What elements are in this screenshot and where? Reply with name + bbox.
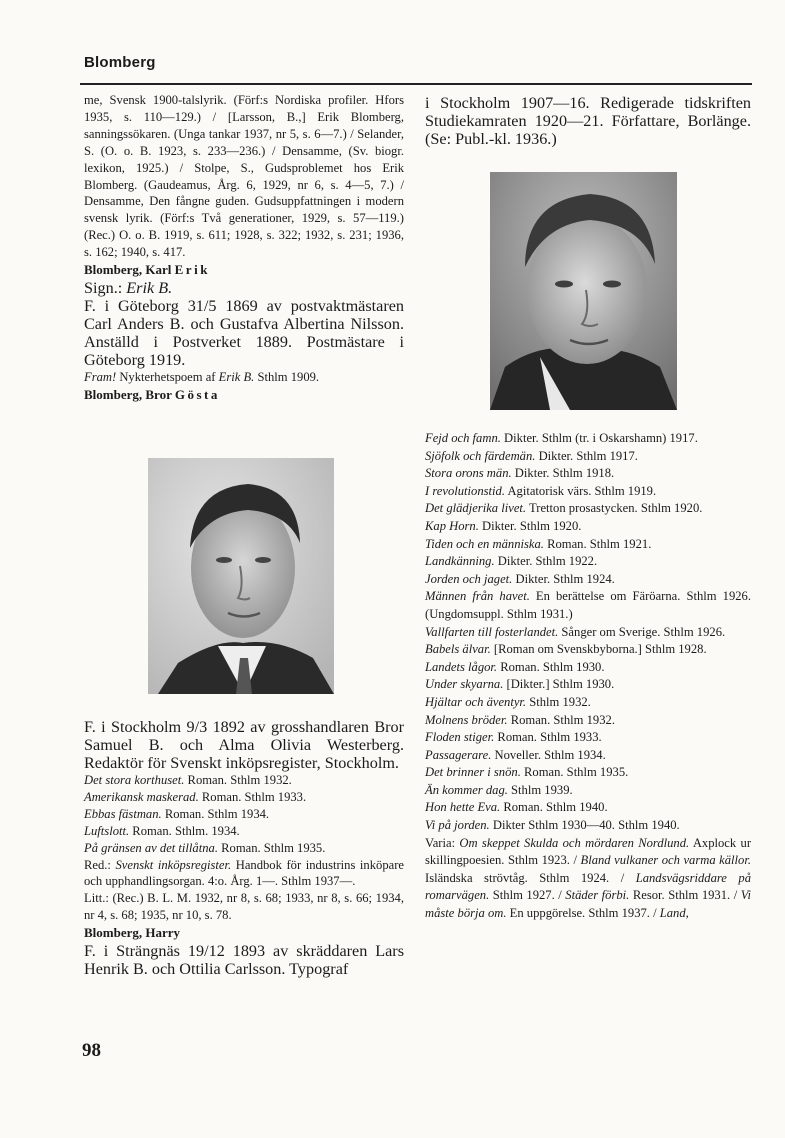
harry-work-3	[425, 465, 751, 483]
varia-rest: Axplock ur skillingpoesien. Sthlm 1923. /	[425, 835, 752, 868]
harry-work-1	[425, 430, 751, 448]
bror-work-1	[84, 772, 404, 789]
harry-work-6	[425, 518, 751, 536]
right-column	[425, 94, 751, 148]
varia-title: Städer förbi.	[565, 888, 630, 903]
work-rest: Dikter. Sthlm 1918.	[511, 466, 615, 481]
harry-work-21	[425, 799, 751, 817]
harry-work-9	[425, 571, 751, 589]
bror-work-2	[84, 789, 404, 806]
harry-biography-continued: i Stockholm 1907—16. Redigerade tidskriften Studiekamraten 1920—21. Författare, Borlänge. (Se: Publ.-kl. 1936.)	[425, 94, 751, 148]
entry-heading-karl-erik	[84, 261, 404, 279]
sign-label: Sign.:	[84, 279, 127, 298]
harry-work-14	[425, 676, 751, 694]
work-title: Vi på jorden.	[425, 818, 490, 833]
work-rest: Sånger om Sverige. Sthlm 1926.	[558, 624, 726, 639]
work-title: Det glädjerika livet.	[425, 501, 527, 516]
continued-literature: me, Svensk 1900-talslyrik. (Förf:s Nordiska profiler. Hfors 1935, s. 110—129.) / [Larsson, B.,] Erik Blomberg, sanningssökaren. (Unga tankar 1937, nr 5, s. 6—7.) / Selander, S. (O. o. B. 1923, s. 233—236.) / Densamme, (Sv. biogr. lexikon, 1925.) / Stolpe, S., Gudsproblemet hos Erik Blomberg. (Gaudeamus, Årg. 6, 1929, nr 6, s. 4—5, 7.) / Densamme, Den fångne guden. Gudsuppfattningen i modern svensk lyrik. (Förf:s Två generationer, 1929, s. 57—119.) (Rec.) O. o. B. 1919, s. 611; 1928, s. 322; 1932, s. 231; 1936, s. 162; 1940, s. 417.	[84, 93, 404, 260]
portrait-photo-gosta	[148, 458, 334, 694]
red-title: Svenskt inköpsregister.	[115, 857, 232, 872]
work-title: Landkänning.	[425, 554, 495, 569]
harry-work-20	[425, 782, 751, 800]
work-title: Hjältar och äventyr.	[425, 694, 527, 709]
left-column	[84, 92, 404, 404]
header-rule	[80, 83, 752, 85]
varia-title: Landsvägsriddare på romarvägen.	[425, 870, 751, 903]
work-title: Det brinner i snön.	[425, 765, 521, 780]
work-title: Stora orons män.	[425, 466, 512, 481]
varia-label: Varia:	[425, 835, 460, 850]
work-rest: Dikter Sthlm 1930—40. Sthlm 1940.	[489, 818, 680, 833]
work-rest: Roman. Sthlm 1933.	[198, 789, 307, 804]
varia-title: Om skeppet Skulda och mördaren Nordlund.	[459, 835, 690, 850]
work-rest: Agitatorisk värs. Sthlm 1919.	[504, 483, 657, 498]
work-rest: Roman. Sthlm 1935.	[520, 765, 629, 780]
varia-rest: Isländska strövtåg. Sthlm 1924. /	[425, 870, 636, 885]
harry-work-10	[425, 588, 751, 623]
karl-biography: F. i Göteborg 31/5 1869 av postvaktmästaren Carl Anders B. och Gustafva Albertina Nilsson. Anställd i Postverket 1889. Postmästare i Göteborg 1919.	[84, 297, 404, 370]
work-title: Amerikansk maskerad.	[84, 789, 199, 804]
varia-rest: Resor. Sthlm 1931. /	[629, 888, 741, 903]
bror-work-4	[84, 823, 404, 840]
harry-work-8	[425, 553, 751, 571]
work-rest: Roman. Sthlm. 1934.	[129, 823, 240, 838]
work-rest: Roman. Sthlm 1934.	[161, 806, 270, 821]
work-author: Erik B.	[218, 370, 255, 385]
harry-varia	[425, 835, 751, 923]
bror-red	[84, 857, 404, 891]
work-rest: Tretton prosastycken. Sthlm 1920.	[526, 501, 703, 516]
work-title: Floden stiger.	[425, 730, 495, 745]
work-title: Jorden och jaget.	[425, 571, 513, 586]
work-title: Männen från havet.	[425, 589, 530, 604]
work-rest: [Dikter.] Sthlm 1930.	[503, 677, 615, 692]
signature-line	[84, 279, 404, 297]
work-rest: Dikter. Sthlm 1920.	[478, 518, 582, 533]
page-number: 98	[82, 1040, 101, 1061]
running-header: Blomberg	[84, 54, 156, 71]
harry-biography-start: F. i Strängnäs 19/12 1893 av skräddaren Lars Henrik B. och Ottilia Carlsson. Typograf	[84, 942, 404, 979]
harry-work-7	[425, 536, 751, 554]
entry-heading-spaced-name: Erik	[174, 262, 210, 278]
work-rest: Roman. Sthlm 1932.	[507, 712, 615, 727]
karl-work	[84, 369, 404, 386]
work-rest: Roman. Sthlm 1940.	[500, 800, 608, 815]
work-title: Luftslott.	[84, 823, 130, 838]
work-title: I revolutionstid.	[425, 483, 505, 498]
work-title: Under skyarna.	[425, 677, 504, 692]
varia-title: Vi måste börja om.	[425, 888, 751, 921]
harry-work-17	[425, 729, 751, 747]
work-rest: Dikter. Sthlm 1917.	[535, 448, 638, 463]
work-title: Molnens bröder.	[425, 712, 508, 727]
work-rest: En berättelse om Färöarna. Sthlm 1926. (Ungdomsuppl. Sthlm 1931.)	[425, 589, 751, 621]
work-title: Kap Horn.	[425, 518, 479, 533]
red-rest: Handbok för industrins inköpare och upphandlingsorgan. 4:o. Årg. 1—. Sthlm 1937—.	[84, 857, 404, 889]
harry-works-list	[425, 430, 751, 923]
harry-work-13	[425, 659, 751, 677]
harry-work-15	[425, 694, 751, 712]
bror-litt: Litt.: (Rec.) B. L. M. 1932, nr 8, s. 68; 1933, nr 8, s. 66; 1934, nr 4, s. 68; 1935, nr 10, s. 78.	[84, 891, 404, 923]
work-title: Ebbas fästman.	[84, 806, 162, 821]
varia-rest: En uppgörelse. Sthlm 1937. /	[506, 906, 660, 921]
work-rest: Dikter. Sthlm 1922.	[494, 554, 598, 569]
harry-work-4	[425, 483, 751, 501]
work-rest: Roman. Sthlm 1921.	[543, 536, 652, 551]
work-title: Vallfarten till fosterlandet.	[425, 624, 559, 639]
work-rest: Dikter. Sthlm (tr. i Oskarshamn) 1917.	[500, 431, 698, 445]
harry-work-2	[425, 448, 751, 466]
harry-work-12	[425, 641, 751, 659]
work-rest: Sthlm 1939.	[507, 782, 573, 797]
work-rest: Roman. Sthlm 1930.	[497, 659, 605, 674]
work-rest: Dikter. Sthlm 1924.	[512, 571, 615, 586]
entry-heading-text: Blomberg, Bror	[84, 386, 175, 402]
harry-work-19	[425, 764, 751, 782]
entry-heading-spaced-name: Gösta	[174, 386, 220, 402]
work-title: Hon hette Eva.	[425, 800, 501, 815]
red-label: Red.:	[84, 857, 116, 872]
work-title: Babels älvar.	[425, 642, 491, 657]
entry-heading-harry: Blomberg, Harry	[84, 925, 181, 941]
work-rest: Nykterhetspoem af	[116, 370, 219, 385]
harry-work-18	[425, 747, 751, 765]
work-title: Landets lågor.	[425, 659, 498, 674]
work-rest: Sthlm 1909.	[254, 370, 320, 385]
bror-work-3	[84, 806, 404, 823]
harry-work-5	[425, 500, 751, 518]
entry-heading-bror-gosta	[84, 386, 404, 404]
work-title: Än kommer dag.	[425, 782, 508, 797]
varia-title: Land,	[659, 906, 689, 921]
harry-work-22	[425, 817, 751, 835]
sign-value: Erik B.	[126, 279, 173, 298]
work-title: Fejd och famn.	[425, 431, 501, 445]
harry-work-11	[425, 624, 751, 642]
portrait-photo-harry	[490, 172, 677, 410]
varia-rest: Sthlm 1927. /	[489, 888, 566, 903]
work-rest: Noveller. Sthlm 1934.	[491, 747, 606, 762]
work-title: Passagerare.	[425, 747, 492, 762]
work-rest: Roman. Sthlm 1932.	[184, 773, 292, 787]
work-title: Sjöfolk och färdemän.	[425, 448, 536, 463]
work-title: Fram!	[84, 370, 117, 385]
work-rest: Roman. Sthlm 1935.	[217, 840, 326, 855]
entry-heading-text: Blomberg, Karl	[84, 262, 175, 278]
work-title: Tiden och en människa.	[425, 536, 544, 551]
harry-work-16	[425, 712, 751, 730]
varia-title: Bland vulkaner och varma källor.	[580, 853, 751, 868]
work-rest: Sthlm 1932.	[526, 694, 591, 709]
work-rest: Roman. Sthlm 1933.	[494, 730, 602, 745]
left-column-lower	[84, 718, 404, 978]
work-rest: [Roman om Svenskbyborna.] Sthlm 1928.	[490, 642, 707, 657]
bror-biography: F. i Stockholm 9/3 1892 av grosshandlaren Bror Samuel B. och Alma Olivia Westerberg. Redaktör för Svenskt inköpsregister, Stockholm.	[84, 718, 404, 772]
work-title: Det stora korthuset.	[84, 773, 185, 787]
work-title: På gränsen av det tillåtna.	[84, 840, 218, 855]
bror-work-5	[84, 840, 404, 857]
